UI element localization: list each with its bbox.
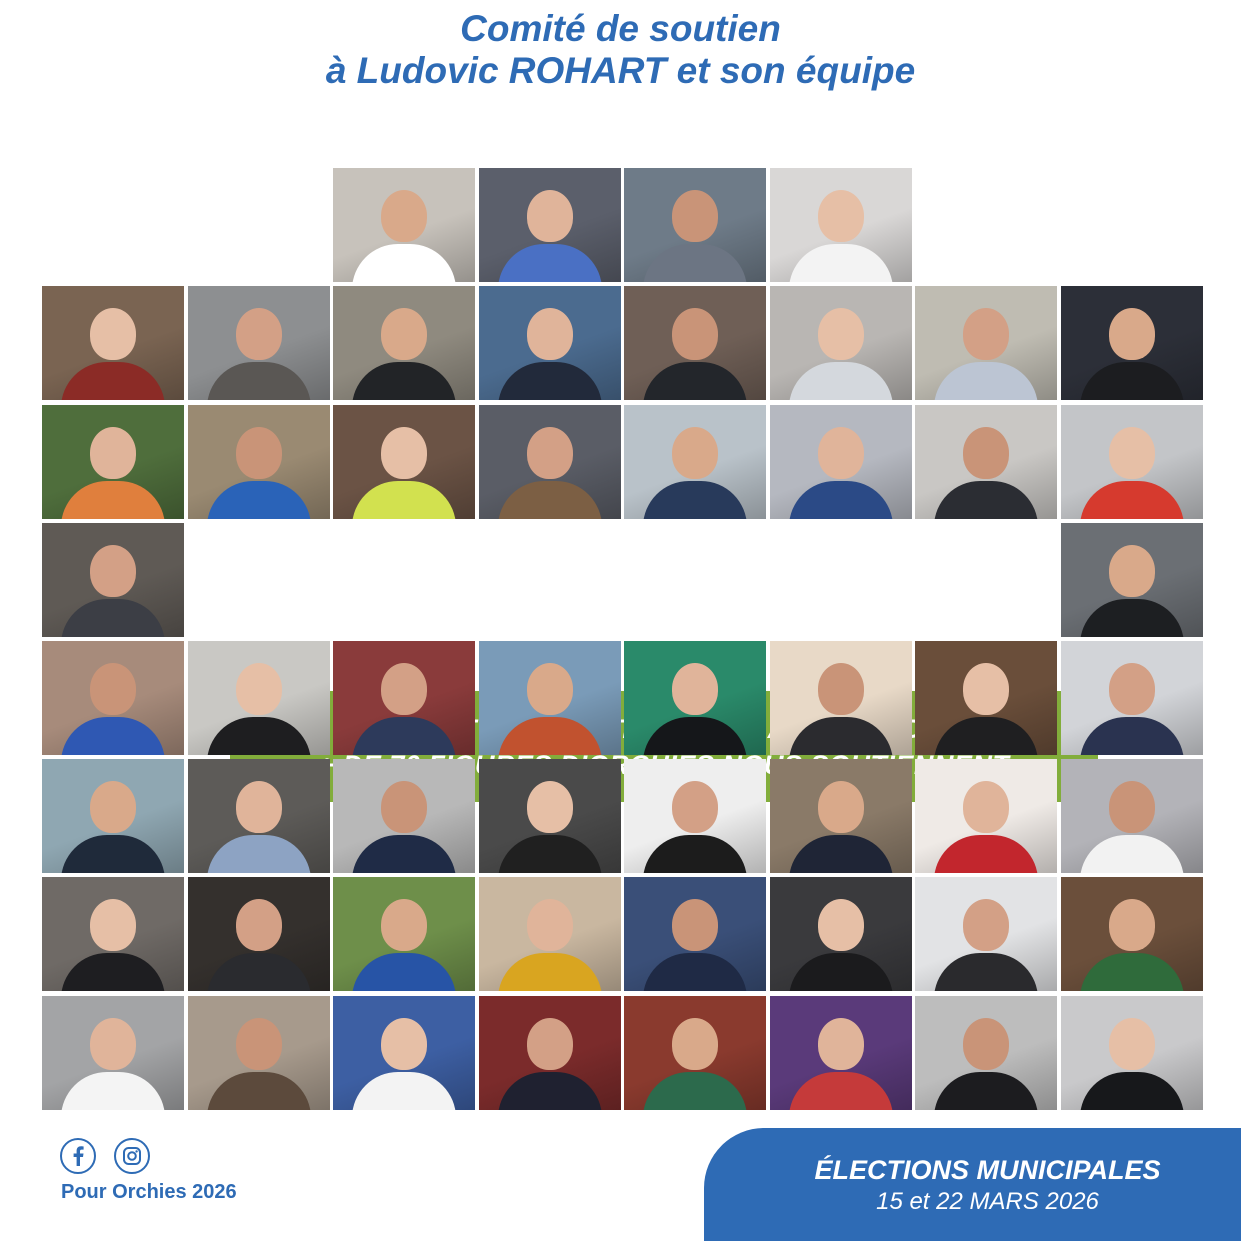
supporter-photo [479, 405, 621, 519]
supporter-photo [915, 877, 1057, 991]
person-head [963, 308, 1009, 360]
person-head [1109, 1018, 1155, 1070]
supporter-photo [624, 996, 766, 1110]
supporter-photo [188, 405, 330, 519]
supporter-photo [42, 405, 184, 519]
supporter-photo [42, 759, 184, 873]
supporter-photo [624, 405, 766, 519]
person-head [381, 899, 427, 951]
supporter-photo [1061, 405, 1203, 519]
supporter-photo [479, 168, 621, 282]
supporter-photo [479, 996, 621, 1110]
person-head [818, 1018, 864, 1070]
header-title-line-1: Comité de soutien [460, 8, 781, 49]
supporter-photo [915, 405, 1057, 519]
person-head [1109, 545, 1155, 597]
person-head [236, 308, 282, 360]
person-head [672, 427, 718, 479]
person-head [381, 663, 427, 715]
supporter-photo [333, 996, 475, 1110]
supporter-photo [42, 996, 184, 1110]
person-head [1109, 663, 1155, 715]
person-head [90, 545, 136, 597]
person-head [381, 427, 427, 479]
supporter-photo [770, 877, 912, 991]
person-head [818, 899, 864, 951]
person-head [90, 1018, 136, 1070]
person-head [527, 663, 573, 715]
supporter-photo [188, 877, 330, 991]
election-info-box [704, 1128, 1241, 1241]
person-head [90, 899, 136, 951]
person-head [527, 1018, 573, 1070]
person-head [236, 899, 282, 951]
person-head [90, 663, 136, 715]
supporter-photo [770, 405, 912, 519]
person-head [818, 781, 864, 833]
person-head [381, 781, 427, 833]
person-head [381, 190, 427, 242]
facebook-icon[interactable] [60, 1138, 96, 1174]
person-head [672, 190, 718, 242]
person-head [818, 427, 864, 479]
supporter-photo [1061, 641, 1203, 755]
person-head [672, 1018, 718, 1070]
supporter-photo [915, 759, 1057, 873]
social-links [60, 1138, 150, 1174]
supporter-photo [188, 641, 330, 755]
supporter-photo [915, 641, 1057, 755]
supporter-photo [188, 996, 330, 1110]
supporter-photo [333, 877, 475, 991]
person-head [963, 663, 1009, 715]
person-head [672, 899, 718, 951]
supporter-photo [915, 996, 1057, 1110]
supporter-photo [333, 286, 475, 400]
person-head [963, 427, 1009, 479]
person-head [90, 308, 136, 360]
person-head [236, 1018, 282, 1070]
person-head [381, 1018, 427, 1070]
social-handle: Pour Orchies 2026 [61, 1181, 237, 1203]
person-head [1109, 427, 1155, 479]
person-head [527, 899, 573, 951]
supporter-photo [624, 168, 766, 282]
supporter-photo [770, 641, 912, 755]
supporter-photo [770, 286, 912, 400]
person-head [672, 308, 718, 360]
person-head [236, 663, 282, 715]
person-head [1109, 781, 1155, 833]
person-head [963, 899, 1009, 951]
person-head [527, 427, 573, 479]
supporter-photo [1061, 759, 1203, 873]
supporter-photo [624, 286, 766, 400]
election-title: ÉLECTIONS MUNICIPALES [814, 1154, 1161, 1185]
supporter-photo-grid [42, 168, 1202, 1111]
supporter-photo [42, 523, 184, 637]
supporter-photo [915, 286, 1057, 400]
person-head [381, 308, 427, 360]
person-head [527, 781, 573, 833]
supporter-photo [188, 286, 330, 400]
person-head [672, 663, 718, 715]
person-head [236, 781, 282, 833]
supporter-photo [479, 877, 621, 991]
supporter-photo [333, 405, 475, 519]
person-head [90, 781, 136, 833]
supporter-photo [333, 168, 475, 282]
supporter-photo [770, 168, 912, 282]
header-title-line-2: à Ludovic ROHART et son équipe [325, 50, 916, 91]
supporter-photo [624, 877, 766, 991]
supporter-photo [1061, 996, 1203, 1110]
supporter-photo [770, 759, 912, 873]
supporter-photo [188, 759, 330, 873]
supporter-photo [333, 759, 475, 873]
person-head [527, 308, 573, 360]
person-head [90, 427, 136, 479]
supporter-photo [479, 759, 621, 873]
person-head [236, 427, 282, 479]
supporter-photo [42, 286, 184, 400]
instagram-icon[interactable] [114, 1138, 150, 1174]
person-head [818, 308, 864, 360]
supporter-photo [1061, 877, 1203, 991]
supporter-photo [1061, 523, 1203, 637]
supporter-photo [42, 641, 184, 755]
supporter-photo [624, 759, 766, 873]
election-dates: 15 et 22 MARS 2026 [876, 1187, 1099, 1215]
supporter-photo [1061, 286, 1203, 400]
supporter-photo [42, 877, 184, 991]
person-head [963, 1018, 1009, 1070]
person-head [963, 781, 1009, 833]
supporter-photo [624, 641, 766, 755]
person-head [1109, 308, 1155, 360]
person-head [818, 663, 864, 715]
supporter-photo [333, 641, 475, 755]
person-head [1109, 899, 1155, 951]
supporter-photo [770, 996, 912, 1110]
supporter-photo [479, 641, 621, 755]
person-head [672, 781, 718, 833]
supporter-photo [479, 286, 621, 400]
person-head [527, 190, 573, 242]
person-head [818, 190, 864, 242]
